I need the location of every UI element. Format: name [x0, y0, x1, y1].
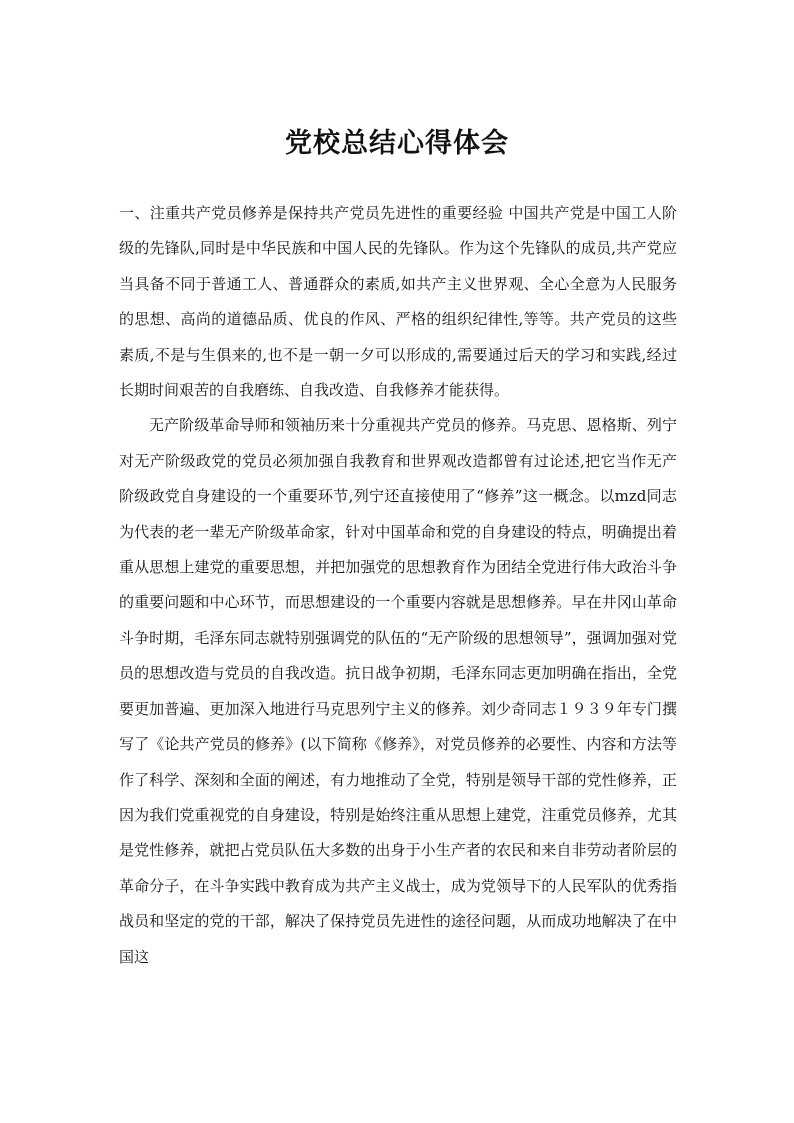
document-body	[119, 196, 677, 975]
document-title: 党校总结心得体会	[285, 128, 509, 159]
paragraph-1: 一、注重共产党员修养是保持共产党员先进性的重要经验 中国共产党是中国工人阶级的先锋队,同时是中华民族和中国人民的先锋队。作为这个先锋队的成员,共产党应当具备不同于普通工人、普通群众的素质,如共产主义世界观、全心全意为人民服务的思想、高尚的道德品质、优良的作风、严格的组织纪律性,等等。共产党员的这些素质,不是与生俱来的,也不是一朝一夕可以形成的,需要通过后天的学习和实践,经过长期时间艰苦的自我磨练、自我改造、自我修养才能获得。	[119, 204, 677, 400]
paragraph-2: 无产阶级革命导师和领袖历来十分重视共产党员的修养。马克思、恩格斯、列宁对无产阶级政党的党员必须加强自我教育和世界观改造都曾有过论述,把它当作无产阶级政党自身建设的一个重要环节,列宁还直接使用了“修养”这一概念。以mzd同志为代表的老一辈无产阶级革命家，针对中国革命和党的自身建设的特点，明确提出着重从思想上建党的重要思想，并把加强党的思想教育作为团结全党进行伟大政治斗争的重要问题和中心环节，而思想建设的一个重要内容就是思想修养。早在井冈山革命斗争时期，毛泽东同志就特别强调党的队伍的“无产阶级的思想领导”，强调加强对党员的思想改造与党员的自我改造。抗日战争初期，毛泽东同志更加明确在指出，全党要更加普遍、更加深入地进行马克思列宁主义的修养。刘少奇同志１９３９年专门撰写了《论共产党员的修养》(以下简称《修养》，对党员修养的必要性、内容和方法等作了科学、深刻和全面的阐述，有力地推动了全党，特别是领导干部的党性修养，正因为我们党重视党的自身建设，特别是始终注重从思想上建党，注重党员修养，尤其是党性修养，就把占党员队伍大多数的出身于小生产者的农民和来自非劳动者阶层的革命分子，在斗争实践中教育成为共产主义战士，成为党领导下的人民军队的优秀指战员和坚定的党的干部，解决了保持党员先进性的途径问题，从而成功地解决了在中国这	[119, 416, 677, 966]
